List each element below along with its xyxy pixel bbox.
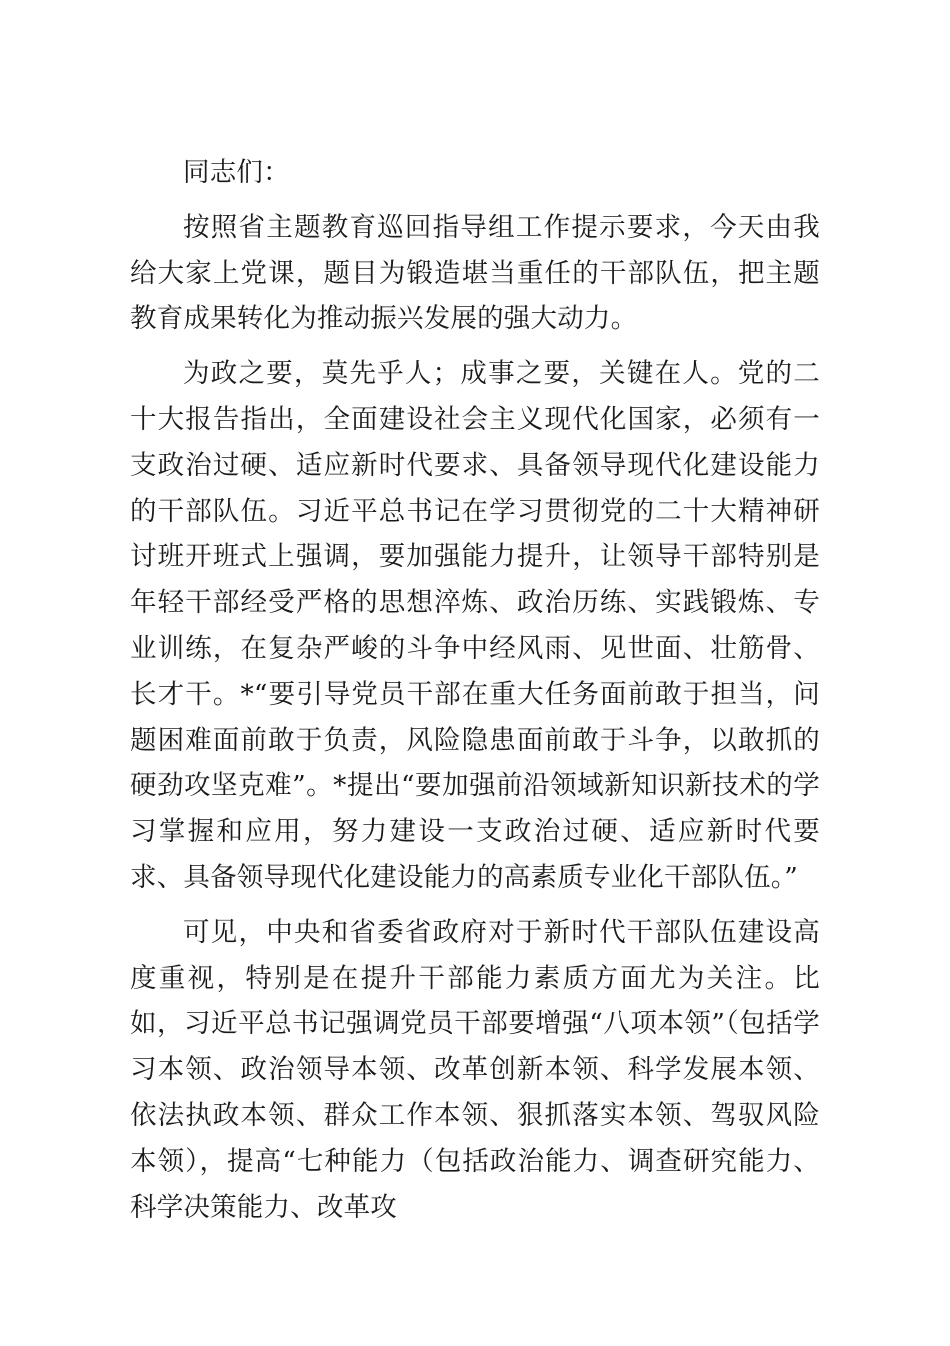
document-body <box>130 150 820 1230</box>
salutation: 同志们： <box>183 157 290 188</box>
paragraph-intro: 按照省主题教育巡回指导组工作提示要求，今天由我给大家上党课，题目为锻造堪当重任的干部队伍，把主题教育成果转化为推动振兴发展的强大动力。 <box>130 211 820 335</box>
paragraph-summary: 可见，中央和省委省政府对于新时代干部队伍建设高度重视，特别是在提升干部能力素质方面尤为关注。比如，习近平总书记强调党员干部要增强“八项本领”（包括学习本领、政治领导本领、改革创新本领、科学发展本领、依法执政本领、群众工作本领、狠抓落实本领、驾驭风险本领），提高“七种能力（包括政治能力、调查研究能力、科学决策能力、改革攻 <box>130 916 820 1223</box>
paragraph-quotes: 为政之要，莫先乎人；成事之要，关键在人。党的二十大报告指出，全面建设社会主义现代化国家，必须有一支政治过硬、适应新时代要求、具备领导现代化建设能力的干部队伍。习近平总书记在学习贯彻党的二十大精神研讨班开班式上强调，要加强能力提升，让领导干部特别是年轻干部经受严格的思想淬炼、政治历练、实践锻炼、专业训练，在复杂严峻的斗争中经风雨、见世面、壮筋骨、长才干。*“要引导党员干部在重大任务面前敢于担当，问题困难面前敢于负责，风险隐患面前敢于斗争，以敢抓的硬劲攻坚克难”。*提出“要加强前沿领域新知识新技术的学习掌握和应用，努力建设一支政治过硬、适应新时代要求、具备领导现代化建设能力的高素质专业化干部队伍。” <box>130 358 820 893</box>
